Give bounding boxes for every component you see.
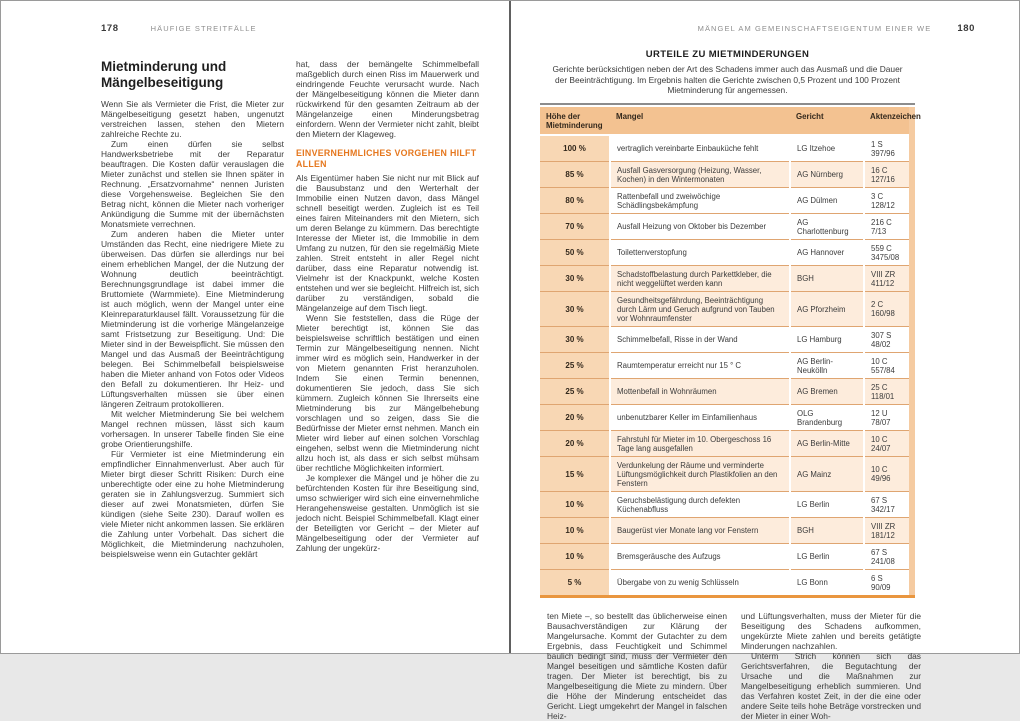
book-spine-divider — [509, 1, 511, 653]
cell-gericht: AG Nürnberg — [790, 161, 864, 187]
table-row — [540, 569, 912, 595]
page-left — [1, 1, 510, 653]
table-row — [540, 239, 912, 265]
table-row — [540, 326, 912, 352]
cell-mangel: Toilettenverstopfung — [610, 239, 790, 265]
cell-minderung: 10 % — [540, 491, 610, 517]
cell-gericht: AG Mainz — [790, 456, 864, 491]
cell-aktenzeichen: 2 C 160/98 — [864, 291, 912, 326]
table-row — [540, 543, 912, 569]
cell-aktenzeichen: VIII ZR 411/12 — [864, 265, 912, 291]
table-row — [540, 517, 912, 543]
table-row — [540, 135, 912, 162]
cell-mangel: Rattenbefall und zweiwöchige Schädlingsbekämpfung — [610, 187, 790, 213]
column-header-gericht: Gericht — [790, 107, 864, 135]
cell-gericht: AG Charlottenburg — [790, 213, 864, 239]
left-page-column-2 — [296, 59, 479, 559]
cell-aktenzeichen: 1 S 397/96 — [864, 135, 912, 162]
paragraph: Zum einen dürfen sie selbst Handwerksbetriebe mit der Reparatur beauftragen. Die Kosten dafür verauslagen die Mieter zunächst und stellen sie Ihnen später in Rechnung. „Ersatzvornahme“ nennen Juristen diese Vorgehensweise. Begleichen Sie den Betrag nicht, können die Mieter nach vorheriger Ankündigung die Summe mit der übernächsten Monatsmiete verrechnen. — [101, 139, 284, 229]
cell-gericht: AG Berlin-Neukölln — [790, 352, 864, 378]
cell-gericht: AG Dülmen — [790, 187, 864, 213]
paragraph: ten Miete –, so bestellt das üblicherweise einen Bausachverständigen zur Klärung der Mangelursache. Kommt der Gutachter zu dem Ergebnis, dass Feuchtigkeit und Schimmel baulich bedingt sind, muss der Vermieter den Mangel beseitigen und sämtliche Kosten dafür tragen. Der Mieter ist berechtigt, bis zu Mangelbeseitigung die Miete zu mindern. Über die Höhe der Minderung entscheidet das Gericht. Liegt umgekehrt der Mangel in falschen Heiz- — [547, 610, 727, 721]
cell-mangel: Schimmelbefall, Risse in der Wand — [610, 326, 790, 352]
table-row — [540, 491, 912, 517]
column-header-aktenzeichen: Aktenzeichen — [864, 107, 912, 135]
cell-minderung: 80 % — [540, 187, 610, 213]
cell-minderung: 30 % — [540, 326, 610, 352]
right-page-column-2 — [741, 611, 921, 721]
right-page-column-1 — [547, 611, 727, 721]
cell-aktenzeichen: 3 C 128/12 — [864, 187, 912, 213]
paragraph: Wenn Sie feststellen, dass die Rüge der Mieter berechtigt ist, können Sie das beispielsweise schriftlich bestätigen und einen Termin zur Mängelbeseitigung nennen. Nicht immer wird es möglich sein, Handwerker in der von Mietern genannten Frist heranzuholen. Indem Sie einen Termin benennen, dokumentieren Sie jedoch, dass Sie sich kümmern. Zugleich können Sie Ihrerseits eine Mietminderung bis zur Mängelbehebung vorschlagen und so zeigen, dass Sie die Bedürfnisse der Mieter ernst nehmen. Manch ein Mieter wird lieber auf einen solchen Vorschlag eingehen, selbst wenn die Mietminderung nicht allzu hoch ist, als dass er sich selbst mühsam über rechtliche Möglichkeiten informiert. — [296, 313, 479, 473]
table-title: URTEILE ZU MIETMINDERUNGEN — [645, 49, 810, 60]
cell-minderung: 10 % — [540, 543, 610, 569]
table-top-rule — [540, 103, 915, 105]
cell-gericht: LG Itzehoe — [790, 135, 864, 162]
cell-aktenzeichen: 12 U 78/07 — [864, 404, 912, 430]
paragraph: hat, dass der bemängelte Schimmelbefall maßgeblich durch einen Riss im Mauerwerk und eindringende Feuchte verursacht wurde. Nach der Mängelbeseitigung können die Mieter dann rückwirkend für den gesamten Zeitraum ab der Mängelanzeige einen Minderungsbetrag einfordern. Wenn der Vermieter nicht zahlt, bleibt den Mietern der Klageweg. — [296, 59, 479, 139]
cell-gericht: AG Bremen — [790, 378, 864, 404]
table-row — [540, 161, 912, 187]
table-subtitle: Gerichte berücksichtigen neben der Art des Schadens immer auch das Ausmaß und die Dauer der Beeinträchtigung. Im Ergebnis halten die Gerichte zwischen 0,5 Prozent und 100 Prozent Mietminderung für angemessen. — [552, 64, 903, 95]
cell-mangel: Schadstoffbelastung durch Parkettkleber, die nicht weggelüftet werden kann — [610, 265, 790, 291]
left-page-text-columns — [101, 59, 480, 559]
page-number-left: 178 — [101, 23, 119, 34]
cell-aktenzeichen: VIII ZR 181/12 — [864, 517, 912, 543]
right-column-2-flow — [741, 611, 921, 721]
paragraph: Als Eigentümer haben Sie nicht nur mit Blick auf die Bausubstanz und den Werterhalt der Immobilie einen Nutzen davon, dass Mängel schnell beseitigt werden. Zugleich ist es Teil eines fairen Miteinanders mit den Mietern, sich um deren Belange zu kümmern. Das berechtigte Interesse der Mieter ist, die Immobilie in dem Umfang zu nutzen, für den sie regelmäßig Miete zahlen. Streit entsteht in aller Regel nicht darüber, dass eine Reparatur notwendig ist. Vielmehr ist der Knackpunkt, welche Kosten entstehen und wer sie begleicht. Hilfreich ist, sich darüber zu verständigen, sobald die Mängelanzeige auf dem Tisch liegt. — [296, 173, 479, 313]
cell-gericht: BGH — [790, 517, 864, 543]
cell-minderung: 25 % — [540, 352, 610, 378]
cell-aktenzeichen: 6 S 90/09 — [864, 569, 912, 595]
chapter-title: Mietminderung und Mängelbeseitigung — [101, 59, 227, 90]
cell-minderung: 25 % — [540, 378, 610, 404]
cell-minderung: 5 % — [540, 569, 610, 595]
cell-gericht: OLG Brandenburg — [790, 404, 864, 430]
cell-minderung: 15 % — [540, 456, 610, 491]
cell-minderung: 50 % — [540, 239, 610, 265]
cell-aktenzeichen: 216 C 7/13 — [864, 213, 912, 239]
table-row — [540, 352, 912, 378]
cell-aktenzeichen: 10 C 557/84 — [864, 352, 912, 378]
paragraph: Je komplexer die Mängel und je höher die zu befürchtenden Kosten für ihre Beseitigung sind, umso schwieriger wird sich eine einvernehmliche Herangehensweise gestalten. Unmöglich ist sie jedoch nicht. Beispiel Schimmelbefall. Klagt einer der Beteiligten vor Gericht – der Mieter auf Mängelbeseitigung oder der Vermieter auf Zahlung der ungekürz- — [296, 473, 479, 553]
cell-gericht: LG Bonn — [790, 569, 864, 595]
running-head-label-right: MÄNGEL AM GEMEINSCHAFTSEIGENTUM EINER WE — [697, 24, 932, 33]
cell-aktenzeichen: 559 C 3475/08 — [864, 239, 912, 265]
table-bottom-rule — [540, 595, 915, 598]
right-column-1-flow — [547, 611, 727, 721]
cell-mangel: Mottenbefall in Wohnräumen — [610, 378, 790, 404]
cell-mangel: Übergabe von zu wenig Schlüsseln — [610, 569, 790, 595]
right-page-text-columns — [547, 611, 975, 721]
cell-mangel: Ausfall Gasversorgung (Heizung, Wasser, Kochen) in den Wintermonaten — [610, 161, 790, 187]
cell-minderung: 70 % — [540, 213, 610, 239]
cell-minderung: 20 % — [540, 430, 610, 456]
cell-minderung: 30 % — [540, 265, 610, 291]
cell-aktenzeichen: 67 S 342/17 — [864, 491, 912, 517]
cell-minderung: 85 % — [540, 161, 610, 187]
paragraph: Zum anderen haben die Mieter unter Umständen das Recht, eine niedrigere Miete zu überweisen. Das dürfen sie allerdings nur bei einem erheblichen Mangel, der die Nutzung der Wohnung deutlich beeinträchtigt. Berechnungsgrundlage ist dabei immer die Bruttomiete (Warmmiete). Eine Mietminderung ist auch möglich, wenn der Mangel unter eine Kleinreparaturklausel fällt. Voraussetzung für die Mietminderung ist die vorherige Mängelanzeige samt Fristsetzung zur Beseitigung. Und: Die Mieter sind in der Beweispflicht. Sie müssen den Mangel und das Ausmaß der Beeinträchtigung belegen. Bei Schimmelbefall beispielsweise haben die Mieter anhand von Fotos oder Videos den Befall zu dokumentieren. Ihr Heiz- und Lüftungsverhalten müssen sie über einen längeren Zeitraum protokollieren. — [101, 229, 284, 409]
running-head-right — [540, 23, 975, 34]
table-header — [540, 107, 921, 135]
cell-aktenzeichen: 10 C 24/07 — [864, 430, 912, 456]
paragraph: und Lüftungsverhalten, muss der Mieter für die Beseitigung des Schadens aufkommen, ungekürzte Miete zahlen und bereits getätigte Minderungen nachzahlen. — [741, 610, 921, 651]
cell-mangel: Ausfall Heizung von Oktober bis Dezember — [610, 213, 790, 239]
table-row — [540, 213, 912, 239]
paragraph: Wenn Sie als Vermieter die Frist, die Mieter zur Mängelbeseitigung gesetzt haben, ungenutzt verstreichen lassen, stehen den Mietern zahlreiche Rechte zu. — [101, 99, 284, 139]
cell-gericht: AG Berlin-Mitte — [790, 430, 864, 456]
cell-aktenzeichen: 307 S 48/02 — [864, 326, 912, 352]
table-row — [540, 456, 912, 491]
cell-mangel: Fahrstuhl für Mieter im 10. Obergeschoss 16 Tage lang ausgefallen — [610, 430, 790, 456]
cell-gericht: BGH — [790, 265, 864, 291]
cell-mangel: Raumtemperatur erreicht nur 15 ° C — [610, 352, 790, 378]
paragraph: Unterm Strich können sich das Gerichtsverfahren, die Begutachtung der Ursache und die Maßnahmen zur Mangelbeseitigung erheblich summieren. Und das Verfahren kostet Zeit, in der die eine oder andere Seite teils hohe Beträge vorstrecken und der Mieter in einer Woh- — [741, 650, 921, 721]
judgments-table-block — [540, 49, 921, 598]
cell-gericht: LG Berlin — [790, 491, 864, 517]
paragraph: Mit welcher Mietminderung Sie bei welchem Mangel rechnen müssen, lässt sich kaum vorhersagen. In unserer Tabelle finden Sie eine grobe Orientierungshilfe. — [101, 409, 284, 449]
left-page-column-1 — [101, 59, 284, 559]
cell-mangel: Baugerüst vier Monate lang vor Fenstern — [610, 517, 790, 543]
table-header-row — [540, 107, 912, 135]
left-column-1-flow — [101, 99, 284, 559]
cell-mangel: Bremsgeräusche des Aufzugs — [610, 543, 790, 569]
cell-aktenzeichen: 67 S 241/08 — [864, 543, 912, 569]
section-heading: EINVERNEHMLICHES VORGEHEN HILFT ALLEN — [296, 148, 477, 169]
table-row — [540, 187, 912, 213]
cell-mangel: Gesundheitsgefährdung, Beeinträchtigung durch Lärm und Geruch aufgrund von Tauben vor Wohnraumfenster — [610, 291, 790, 326]
running-head-label-left: HÄUFIGE STREITFÄLLE — [150, 24, 257, 33]
column-header-mangel: Mangel — [610, 107, 790, 135]
cell-mangel: Verdunkelung der Räume und verminderte Lüftungsmöglichkeit durch Plastikfolien an den Fenstern — [610, 456, 790, 491]
cell-gericht: LG Hamburg — [790, 326, 864, 352]
cell-gericht: AG Hannover — [790, 239, 864, 265]
cell-mangel: Geruchsbelästigung durch defekten Küchenabfluss — [610, 491, 790, 517]
cell-mangel: vertraglich vereinbarte Einbauküche fehlt — [610, 135, 790, 162]
table-body — [540, 135, 912, 595]
cell-aktenzeichen: 10 C 49/96 — [864, 456, 912, 491]
page-right — [510, 1, 1019, 721]
table-row — [540, 404, 912, 430]
page-number-right: 180 — [957, 23, 975, 34]
table-row — [540, 291, 912, 326]
column-header-minderung: Höhe der Mietminderung — [540, 107, 610, 135]
cell-gericht: AG Pforzheim — [790, 291, 864, 326]
table-row — [540, 378, 912, 404]
table-row — [540, 265, 912, 291]
judgments-table — [540, 107, 921, 595]
cell-minderung: 20 % — [540, 404, 610, 430]
cell-minderung: 30 % — [540, 291, 610, 326]
table-row — [540, 430, 912, 456]
running-head-left — [101, 23, 480, 34]
cell-mangel: unbenutzbarer Keller im Einfamilienhaus — [610, 404, 790, 430]
cell-aktenzeichen: 16 C 127/16 — [864, 161, 912, 187]
cell-aktenzeichen: 25 C 118/01 — [864, 378, 912, 404]
cell-gericht: LG Berlin — [790, 543, 864, 569]
cell-minderung: 10 % — [540, 517, 610, 543]
paragraph: Für Vermieter ist eine Mietminderung ein empfindlicher Einnahmenverlust. Aber auch für Mieter birgt dieser Schritt Risiken: Durch eine unberechtigte oder eine zu hohe Mietminderung geraten sie in Zahlungsverzug. Summiert sich dieser auf zwei Monatsmieten, dürfen Sie kündigen (siehe Seite 230). Darauf wollen es viele Mieter nicht ankommen lassen. Sie erklären die Zahlung unter Vorbehalt. Das sichert die Möglichkeit, die Mietminderung nachzuholen, beispielsweise wenn ein Gutachter geklärt — [101, 449, 284, 559]
cell-minderung: 100 % — [540, 135, 610, 162]
left-column-2-flow — [296, 59, 479, 553]
